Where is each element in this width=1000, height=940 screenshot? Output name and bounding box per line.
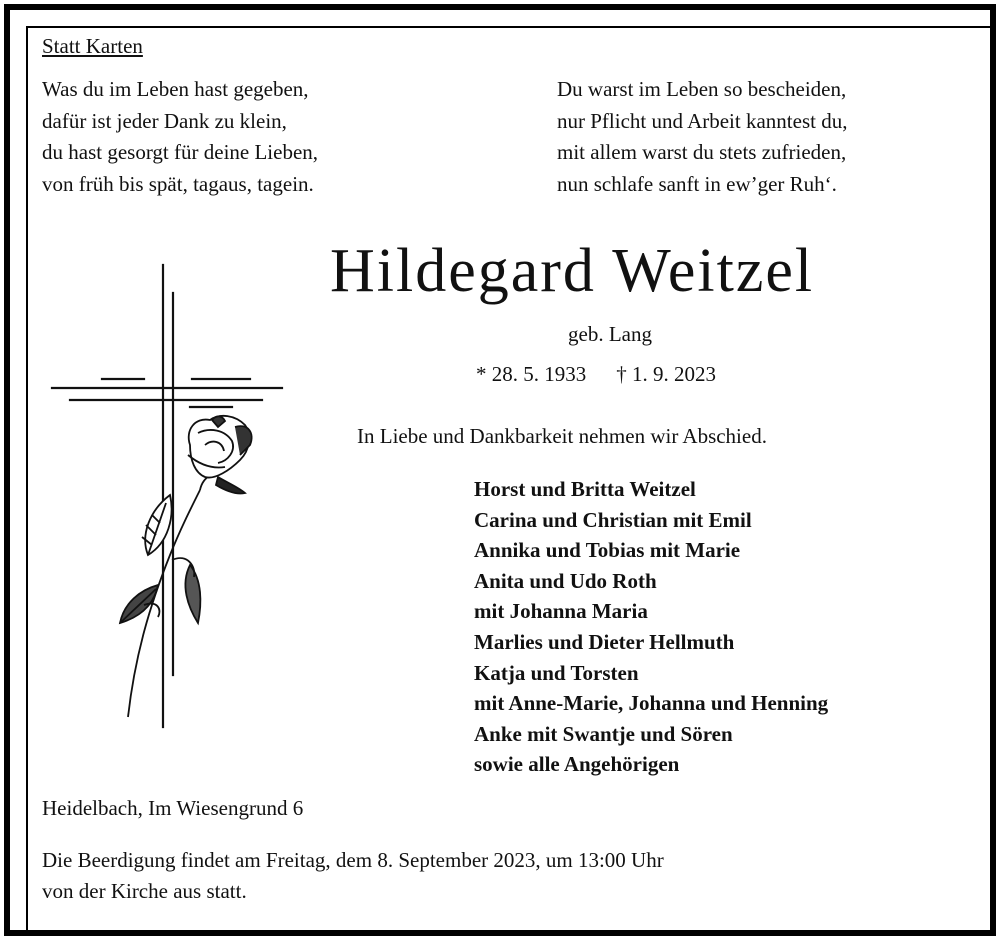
statt-karten-heading: Statt Karten <box>42 34 143 58</box>
verse-line: von früh bis spät, tagaus, tagein. <box>42 171 314 196</box>
verse-line: Was du im Leben hast gegeben, <box>42 77 309 101</box>
birth-name: geb. Lang <box>568 322 652 346</box>
mourner-line: Katja und Torsten <box>474 660 639 685</box>
mourner-line: Carina und Christian mit Emil <box>474 507 752 532</box>
mourner-line: Anke mit Swantje und Sören <box>474 721 733 746</box>
life-dates <box>476 362 716 387</box>
funeral-line: Die Beerdigung findet am Freitag, dem 8. September 2023, um 13:00 Uhr <box>42 848 664 872</box>
death-date: † 1. 9. 2023 <box>616 362 716 386</box>
verse-line: nur Pflicht und Arbeit kanntest du, <box>557 108 848 133</box>
mourner-line: Anita und Udo Roth <box>474 568 657 593</box>
farewell-line: In Liebe und Dankbarkeit nehmen wir Abschied. <box>357 424 767 448</box>
funeral-notice <box>42 845 664 907</box>
mourner-line: Marlies und Dieter Hellmuth <box>474 629 735 654</box>
funeral-line: von der Kirche aus statt. <box>42 879 247 903</box>
mourner-line: mit Johanna Maria <box>474 599 648 624</box>
rose-icon <box>120 416 252 717</box>
deceased-name: Hildegard Weitzel <box>330 237 815 305</box>
mourner-line: mit Anne-Marie, Johanna und Henning <box>474 691 829 716</box>
mourner-line: Horst und Britta Weitzel <box>474 477 696 501</box>
mourner-line: sowie alle Angehörigen <box>474 752 680 777</box>
verse-line: du hast gesorgt für deine Lieben, <box>42 140 319 164</box>
cross-icon <box>40 255 290 735</box>
mourners-list <box>474 474 828 780</box>
family-address: Heidelbach, Im Wiesengrund 6 <box>42 796 304 820</box>
verse-left <box>42 74 318 200</box>
verse-line: Du warst im Leben so bescheiden, <box>557 77 847 101</box>
verse-right <box>557 74 847 200</box>
mourner-line: Annika und Tobias mit Marie <box>474 538 741 563</box>
verse-line: dafür ist jeder Dank zu klein, <box>42 108 287 133</box>
birth-date: * 28. 5. 1933 <box>476 362 587 386</box>
verse-line: nun schlafe sanft in ew’ger Ruh‘. <box>557 171 837 196</box>
verse-line: mit allem warst du stets zufrieden, <box>557 140 847 164</box>
